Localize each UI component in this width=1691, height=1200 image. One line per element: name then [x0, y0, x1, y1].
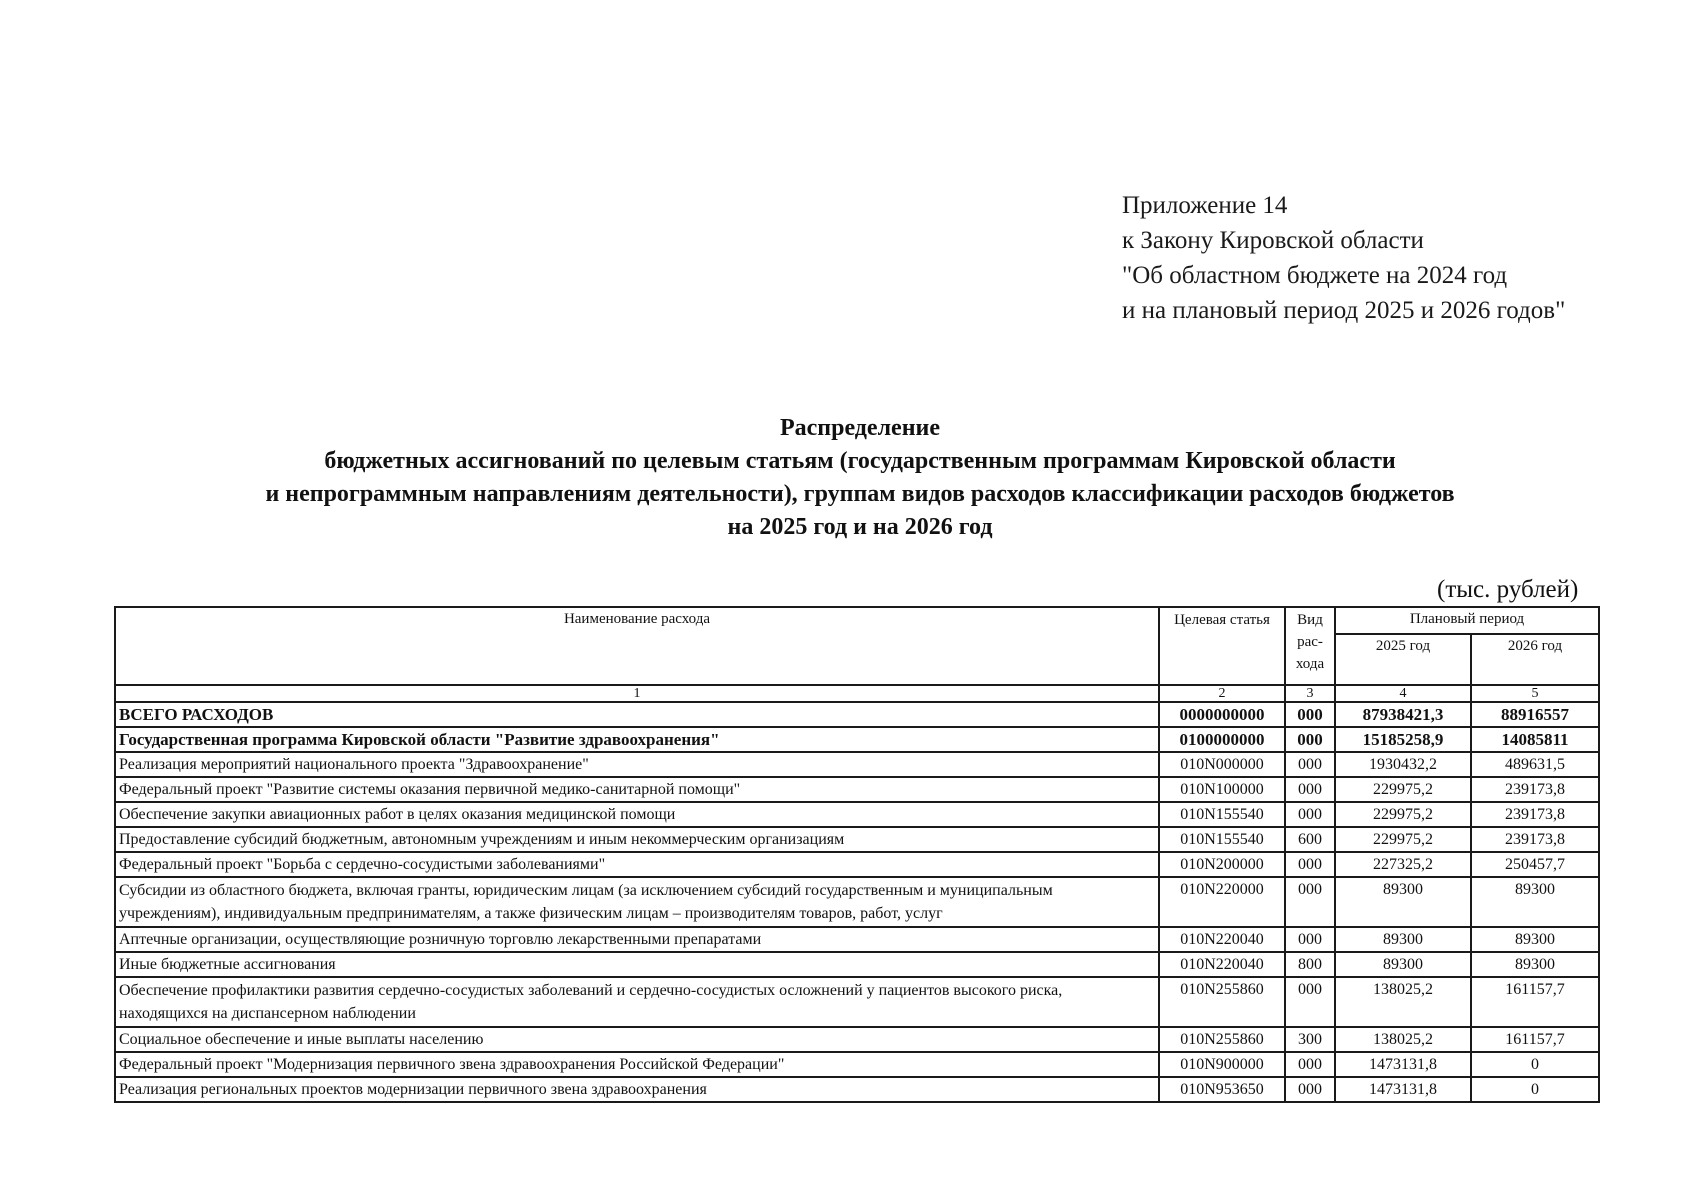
- row-value-2025: 89300: [1335, 952, 1471, 977]
- row-value-2026: 239173,8: [1471, 802, 1599, 827]
- table-row: [115, 952, 1599, 977]
- row-target-code: 010N155540: [1159, 827, 1285, 852]
- row-value-2025: 138025,2: [1335, 1027, 1471, 1052]
- row-target-code: 010N200000: [1159, 852, 1285, 877]
- row-value-2026: 239173,8: [1471, 827, 1599, 852]
- units-label: (тыс. рублей): [1437, 576, 1579, 603]
- row-target-code: 010N220040: [1159, 952, 1285, 977]
- row-value-2026: 89300: [1471, 952, 1599, 977]
- row-expense-kind: 000: [1285, 877, 1335, 927]
- header-year-2026: 2026 год: [1471, 634, 1599, 685]
- table-row: [115, 777, 1599, 802]
- row-expense-kind: 000: [1285, 1077, 1335, 1102]
- row-value-2025: 227325,2: [1335, 852, 1471, 877]
- header-year-2025: 2025 год: [1335, 634, 1471, 685]
- document-title: [130, 412, 1590, 544]
- row-name: ВСЕГО РАСХОДОВ: [115, 702, 1159, 727]
- row-target-code: 010N900000: [1159, 1052, 1285, 1077]
- title-line: Распределение: [779, 415, 941, 441]
- row-value-2025: 1473131,8: [1335, 1077, 1471, 1102]
- row-value-2025: 138025,2: [1335, 977, 1471, 1027]
- header-name: Наименование расхода: [115, 607, 1159, 685]
- table-row: [115, 752, 1599, 777]
- row-name: Государственная программа Кировской области "Развитие здравоохранения": [115, 727, 1159, 752]
- row-value-2026: 14085811: [1471, 727, 1599, 752]
- row-target-code: 010N255860: [1159, 1027, 1285, 1052]
- row-value-2025: 87938421,3: [1335, 702, 1471, 727]
- row-value-2026: 89300: [1471, 927, 1599, 952]
- row-target-code: 010N953650: [1159, 1077, 1285, 1102]
- row-expense-kind: 000: [1285, 852, 1335, 877]
- row-expense-kind: 000: [1285, 977, 1335, 1027]
- row-name: Социальное обеспечение и иные выплаты населению: [115, 1027, 1159, 1052]
- row-expense-kind: 000: [1285, 752, 1335, 777]
- row-name: Аптечные организации, осуществляющие розничную торговлю лекарственными препаратами: [115, 927, 1159, 952]
- header-kind: Вид рас-хода: [1285, 607, 1335, 685]
- row-value-2025: 229975,2: [1335, 802, 1471, 827]
- row-target-code: 0100000000: [1159, 727, 1285, 752]
- row-value-2025: 1473131,8: [1335, 1052, 1471, 1077]
- column-number: 5: [1471, 685, 1599, 702]
- row-target-code: 010N155540: [1159, 802, 1285, 827]
- row-name: Реализация мероприятий национального проекта "Здравоохранение": [115, 752, 1159, 777]
- row-name: Реализация региональных проектов модернизации первичного звена здравоохранения: [115, 1077, 1159, 1102]
- header-period: Плановый период: [1335, 607, 1599, 634]
- table-row: [115, 827, 1599, 852]
- column-number: 4: [1335, 685, 1471, 702]
- row-name: Предоставление субсидий бюджетным, автономным учреждениям и иным некоммерческим организациям: [115, 827, 1159, 852]
- table-row: [115, 927, 1599, 952]
- row-value-2025: 1930432,2: [1335, 752, 1471, 777]
- row-value-2025: 229975,2: [1335, 827, 1471, 852]
- row-expense-kind: 800: [1285, 952, 1335, 977]
- row-value-2026: 250457,7: [1471, 852, 1599, 877]
- appendix-line: "Об областном бюджете на 2024 год: [1122, 262, 1508, 289]
- row-expense-kind: 000: [1285, 1052, 1335, 1077]
- row-target-code: 010N220000: [1159, 877, 1285, 927]
- row-name: Обеспечение профилактики развития сердечно-сосудистых заболеваний и сердечно-сосудистых осложнений у пациентов высокого риска, находящихся на диспансерном наблюдении: [115, 977, 1159, 1027]
- row-value-2026: 161157,7: [1471, 1027, 1599, 1052]
- row-value-2026: 88916557: [1471, 702, 1599, 727]
- row-value-2025: 229975,2: [1335, 777, 1471, 802]
- appendix-block: [1122, 188, 1565, 328]
- row-name: Федеральный проект "Развитие системы оказания первичной медико-санитарной помощи": [115, 777, 1159, 802]
- column-number: 3: [1285, 685, 1335, 702]
- row-expense-kind: 000: [1285, 927, 1335, 952]
- row-expense-kind: 000: [1285, 777, 1335, 802]
- title-line: на 2025 год и на 2026 год: [727, 514, 993, 540]
- row-target-code: 010N220040: [1159, 927, 1285, 952]
- row-value-2026: 89300: [1471, 877, 1599, 927]
- row-expense-kind: 000: [1285, 727, 1335, 752]
- row-expense-kind: 000: [1285, 702, 1335, 727]
- appendix-line: и на плановый период 2025 и 2026 годов": [1122, 297, 1566, 324]
- table-row: [115, 977, 1599, 1027]
- row-value-2026: 0: [1471, 1052, 1599, 1077]
- row-name: Иные бюджетные ассигнования: [115, 952, 1159, 977]
- header-code: Целевая статья: [1159, 607, 1285, 685]
- row-expense-kind: 300: [1285, 1027, 1335, 1052]
- table-row: [115, 702, 1599, 727]
- table-row: [115, 802, 1599, 827]
- row-value-2026: 161157,7: [1471, 977, 1599, 1027]
- table-row: [115, 852, 1599, 877]
- row-target-code: 010N255860: [1159, 977, 1285, 1027]
- row-value-2026: 489631,5: [1471, 752, 1599, 777]
- column-number: 1: [115, 685, 1159, 702]
- appendix-line: Приложение 14: [1122, 192, 1288, 219]
- row-value-2025: 89300: [1335, 927, 1471, 952]
- row-name: Федеральный проект "Борьба с сердечно-сосудистыми заболеваниями": [115, 852, 1159, 877]
- row-value-2025: 15185258,9: [1335, 727, 1471, 752]
- row-name: Субсидии из областного бюджета, включая гранты, юридическим лицам (за исключением субсидий государственным и муниципальным учреждениям), индивидуальным предпринимателям, а также физическим лицам – производителям товаров, работ, услуг: [115, 877, 1159, 927]
- table-row: [115, 1027, 1599, 1052]
- table-row: [115, 1052, 1599, 1077]
- row-value-2025: 89300: [1335, 877, 1471, 927]
- column-number: 2: [1159, 685, 1285, 702]
- appendix-line: к Закону Кировской области: [1122, 227, 1424, 254]
- table-row: [115, 727, 1599, 752]
- table-row: [115, 1077, 1599, 1102]
- row-value-2026: 239173,8: [1471, 777, 1599, 802]
- table-row: [115, 877, 1599, 927]
- row-name: Обеспечение закупки авиационных работ в целях оказания медицинской помощи: [115, 802, 1159, 827]
- budget-table: [114, 606, 1600, 1103]
- row-expense-kind: 000: [1285, 802, 1335, 827]
- table-body: [115, 702, 1599, 1102]
- row-name: Федеральный проект "Модернизация первичного звена здравоохранения Российской Федерации": [115, 1052, 1159, 1077]
- title-line: и непрограммным направлениям деятельности), группам видов расходов классификации расходов бюджетов: [265, 481, 1455, 507]
- title-line: бюджетных ассигнований по целевым статьям (государственным программам Кировской области: [324, 448, 1396, 474]
- row-target-code: 0000000000: [1159, 702, 1285, 727]
- row-value-2026: 0: [1471, 1077, 1599, 1102]
- row-target-code: 010N100000: [1159, 777, 1285, 802]
- row-expense-kind: 600: [1285, 827, 1335, 852]
- row-target-code: 010N000000: [1159, 752, 1285, 777]
